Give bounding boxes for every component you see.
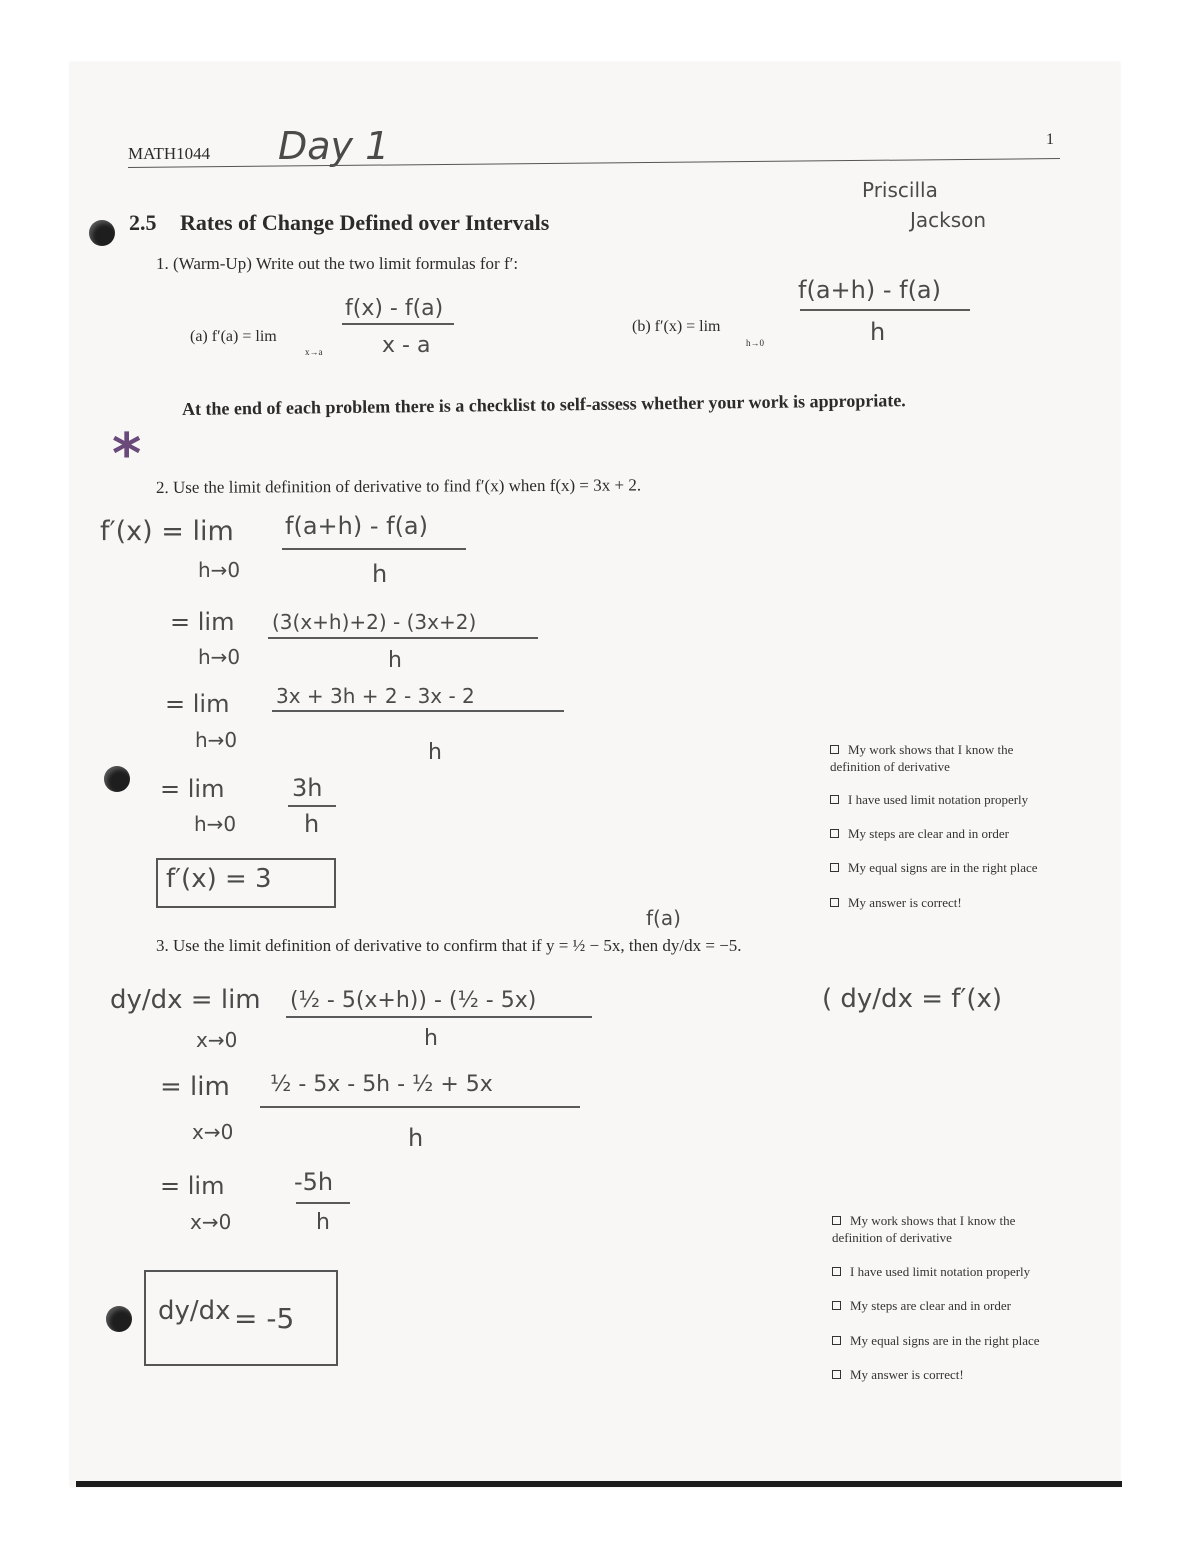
q3-line3-sub: x→0 — [190, 1210, 232, 1234]
q2-prompt: 2. Use the limit definition of derivative to find f′(x) when f(x) = 3x + 2. — [155, 475, 642, 497]
q3-answer-lhs: dy/dx — [158, 1296, 231, 1326]
q2-line3-denominator: h — [428, 740, 442, 765]
q2-line2-sub: h→0 — [198, 645, 241, 669]
q3-line3-denominator: h — [316, 1210, 330, 1235]
q1b-fraction-bar — [800, 309, 970, 311]
q3-line3-bar — [296, 1202, 350, 1204]
checkbox[interactable] — [830, 898, 839, 907]
q2-line4-eq: = lim — [160, 775, 225, 803]
q3-line2-sub: x→0 — [192, 1120, 234, 1144]
q3-line1-denominator: h — [424, 1026, 438, 1051]
q2-line2-bar — [268, 637, 538, 639]
checklist-1-item[interactable]: My steps are clear and in order — [830, 825, 1090, 842]
q3-line2-denominator: h — [408, 1124, 424, 1152]
q2-line2-numerator: (3(x+h)+2) - (3x+2) — [272, 610, 477, 634]
author-last-name: Jackson — [910, 208, 987, 232]
author-first-name: Priscilla — [862, 178, 938, 202]
checkbox[interactable] — [832, 1216, 841, 1225]
q2-line1-lhs: f′(x) = lim — [100, 516, 234, 547]
checklist-2-item[interactable]: I have used limit notation properly — [832, 1263, 1092, 1280]
q3-line1-numerator: (½ - 5(x+h)) - (½ - 5x) — [290, 988, 537, 1013]
punch-hole-bottom — [106, 1306, 132, 1332]
q2-line3-bar — [272, 710, 564, 712]
checklist-2-item[interactable]: My equal signs are in the right place — [832, 1332, 1102, 1349]
q3-fa-note: f(a) — [646, 906, 681, 930]
q2-line2-denominator: h — [388, 648, 402, 673]
checklist-1-item[interactable]: My equal signs are in the right place — [830, 859, 1100, 876]
q3-line1-sub: x→0 — [196, 1028, 238, 1052]
q3-prompt: 3. Use the limit definition of derivative to confirm that if y = ½ − 5x, then dy/dx = −5. — [156, 936, 742, 955]
q2-line1-bar — [282, 548, 466, 550]
q3-line3-numerator: -5h — [294, 1168, 334, 1196]
checklist-1-item[interactable]: I have used limit notation properly — [830, 791, 1090, 808]
q3-line2-eq: = lim — [160, 1072, 230, 1102]
q1a-label: (a) f′(a) = lim — [190, 328, 277, 345]
q1a-denominator: x - a — [382, 333, 431, 358]
q2-line4-bar — [288, 805, 336, 807]
q3-line3-eq: = lim — [160, 1172, 225, 1200]
q2-line3-eq: = lim — [165, 690, 230, 718]
page-bottom-edge — [76, 1481, 1122, 1487]
q3-side-note: ( dy/dx = f′(x) — [822, 984, 1002, 1014]
q1b-denominator: h — [870, 318, 886, 346]
punch-hole-top — [89, 220, 115, 246]
star-mark: * — [112, 422, 142, 487]
checkbox[interactable] — [832, 1267, 841, 1276]
checkbox[interactable] — [830, 863, 839, 872]
q2-line2-eq: = lim — [170, 608, 235, 636]
q3-answer-rhs: = -5 — [234, 1302, 295, 1335]
q2-line1-numerator: f(a+h) - f(a) — [285, 512, 429, 540]
checklist-2-item[interactable]: My steps are clear and in order — [832, 1297, 1092, 1314]
checklist-2-item[interactable]: My work shows that I know the definition of derivative — [832, 1213, 1016, 1245]
section-number: 2.5 — [129, 210, 157, 235]
q2-line1-sub: h→0 — [198, 558, 241, 582]
q1b-numerator: f(a+h) - f(a) — [798, 276, 942, 304]
page-number: 1 — [1046, 131, 1054, 148]
checkbox[interactable] — [830, 795, 839, 804]
checkbox[interactable] — [832, 1370, 841, 1379]
checklist-1-item[interactable]: My answer is correct! — [830, 894, 1090, 911]
q2-line3-numerator: 3x + 3h + 2 - 3x - 2 — [276, 684, 475, 708]
checkbox[interactable] — [832, 1301, 841, 1310]
day-note: Day 1 — [278, 124, 390, 168]
q3-line1-lhs: dy/dx = lim — [110, 985, 261, 1015]
q1a-fraction-bar — [342, 323, 454, 325]
course-code: MATH1044 — [128, 144, 211, 163]
q2-line4-sub: h→0 — [194, 812, 237, 836]
q2-line3-sub: h→0 — [195, 728, 238, 752]
section-heading — [129, 210, 549, 236]
q1a-numerator: f(x) - f(a) — [345, 296, 444, 321]
section-title: Rates of Change Defined over Intervals — [180, 210, 550, 235]
checkbox[interactable] — [830, 829, 839, 838]
q1b-limit-sub: h→0 — [746, 338, 764, 348]
q1-prompt: 1. (Warm-Up) Write out the two limit formulas for f′: — [156, 254, 519, 273]
checklist-2-item[interactable]: My answer is correct! — [832, 1366, 1092, 1383]
q3-line2-numerator: ½ - 5x - 5h - ½ + 5x — [270, 1072, 493, 1097]
q2-line1-denominator: h — [372, 560, 388, 588]
q1a-limit-sub: x→a — [305, 347, 323, 357]
checkbox[interactable] — [832, 1336, 841, 1345]
q1b-label: (b) f′(x) = lim — [632, 318, 721, 335]
checkbox[interactable] — [830, 745, 839, 754]
punch-hole-middle — [104, 766, 130, 792]
q3-line2-bar — [260, 1106, 580, 1108]
instructions: At the end of each problem there is a checklist to self-assess whether your work is appropriate. — [181, 390, 906, 419]
q3-line1-bar — [286, 1016, 592, 1018]
checklist-1-item[interactable]: My work shows that I know the definition of derivative — [830, 742, 1014, 774]
q2-line4-denominator: h — [304, 810, 320, 838]
q2-answer: f′(x) = 3 — [166, 864, 272, 894]
q2-line4-numerator: 3h — [292, 774, 323, 802]
